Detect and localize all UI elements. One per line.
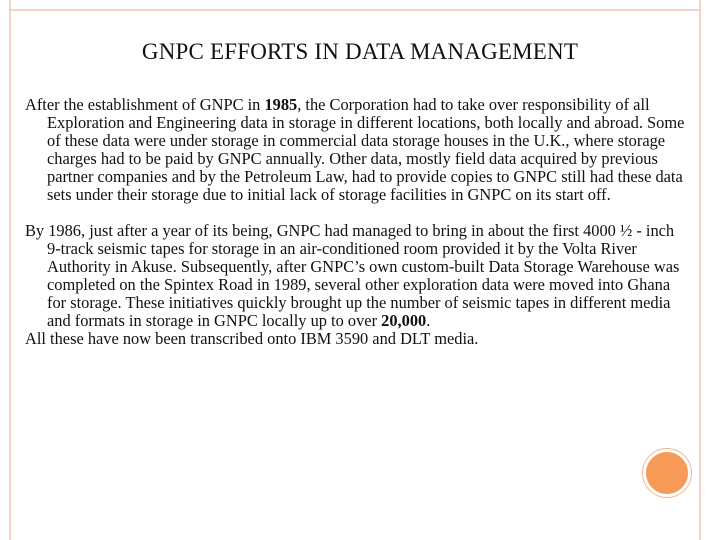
paragraph-2-text-start: By 1986, just after a year of its being, GNPC had managed to bring in about the first 4000 ½ - inch 9-track seismic tapes for storage in an air-conditioned room provided it by the Volta River Authority in Akuse. Subsequently, after GNPC’s own custom-built Data Storage Warehouse was completed on the Spintex Road in 1989, several other exploration data were moved into Ghana for storage. These initiatives quickly brought up the number of seismic tapes in different media and formats in storage in GNPC locally up to over: [25, 221, 680, 330]
slide-title: GNPC EFFORTS IN DATA MANAGEMENT: [141, 39, 579, 64]
paragraph-1-text-end: , the Corporation had to take over responsibility of all Exploration and Engineering data in storage in different locations, both locally and abroad. Some of these data were under storage in commercial data storage houses in the U.K., where storage charges had to be paid by GNPC annually. Other data, mostly field data acquired by previous partner companies and by the Petroleum Law, had to provide copies to GNPC still had these data sets under their storage due to initial lack of storage facilities in GNPC on its start off.: [47, 95, 685, 204]
slide-body: [25, 96, 690, 348]
paragraph-seismic-tapes: [25, 222, 690, 330]
slide-border-right: [699, 0, 701, 540]
slide-border-left: [9, 0, 11, 540]
tape-count: 20,000: [381, 311, 427, 330]
paragraph-transcription: All these have now been transcribed onto IBM 3590 and DLT media.: [25, 329, 479, 348]
paragraph-1-text-start: After the establishment of GNPC in: [25, 95, 265, 114]
year-1985: 1985: [264, 95, 298, 114]
slide-border-top: [9, 9, 701, 11]
decorative-circle: [643, 449, 691, 497]
paragraph-2-text-end: .: [426, 311, 431, 330]
paragraph-establishment: [25, 96, 690, 204]
